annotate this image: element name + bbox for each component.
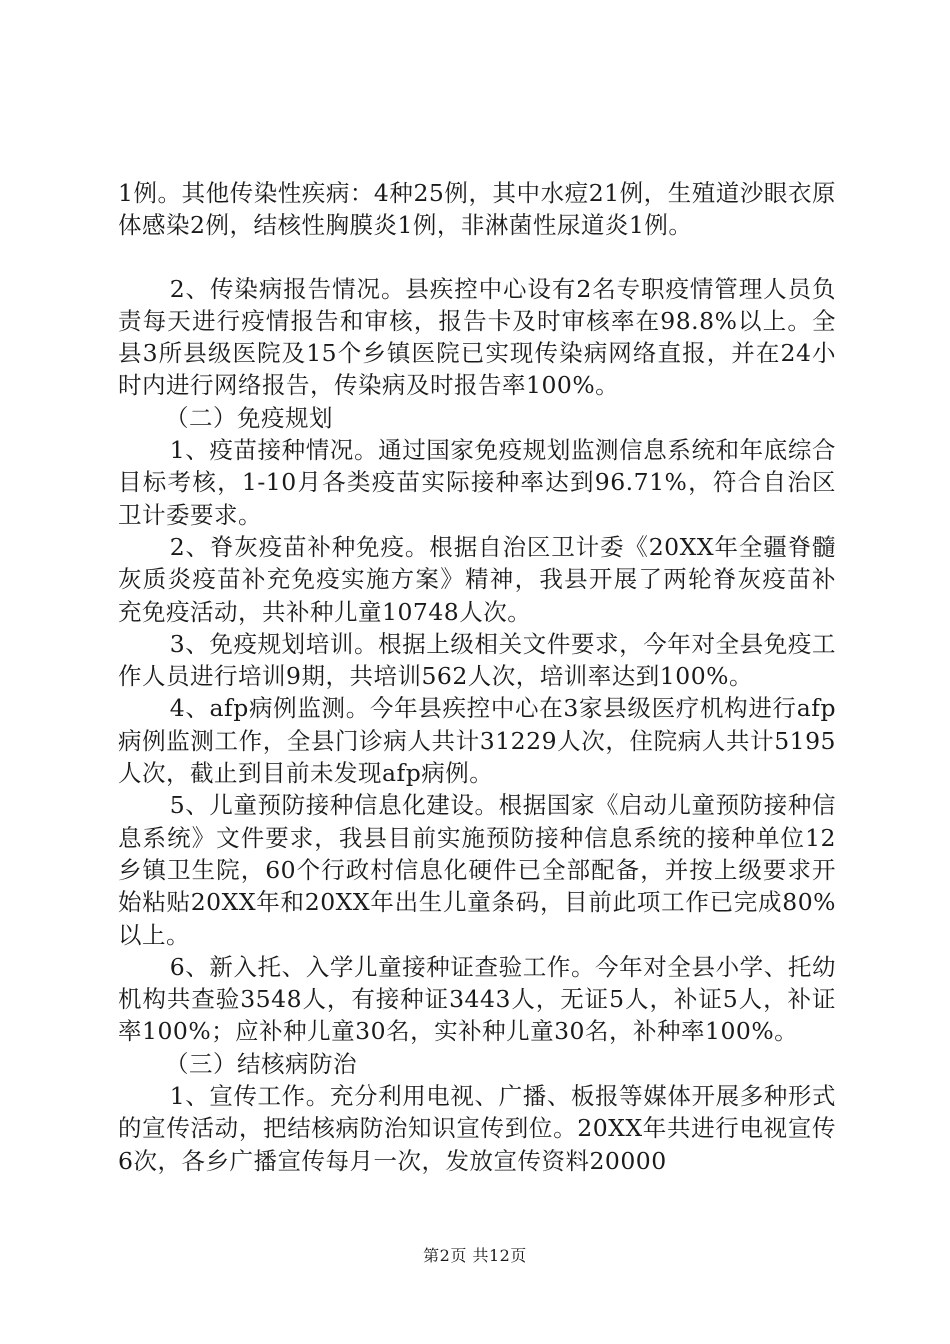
section-heading-tuberculosis: （三）结核病防治: [165, 1049, 357, 1078]
paragraph-disease-reporting: 2、传染病报告情况。县疾控中心设有2名专职疫情管理人员负责每天进行疫情报告和审核，报告卡及时审核率在98.8%以上。全县3所县级医院及15个乡镇医院已实现传染病网络直报，并在24小时内进行网络报告，传染病及时报告率100%。: [118, 274, 836, 400]
document-body: [118, 177, 836, 1177]
paragraph-vaccination-informatization: 5、儿童预防接种信息化建设。根据国家《启动儿童预防接种信息系统》文件要求，我县目前实施预防接种信息系统的接种单位12乡镇卫生院，60个行政村信息化硬件已全部配备，并按上级要求开始粘贴20XX年和20XX年出生儿童条码，目前此项工作已完成80%以上。: [118, 791, 836, 949]
paragraph-publicity-work: 1、宣传工作。充分利用电视、广播、板报等媒体开展多种形式的宣传活动，把结核病防治知识宣传到位。20XX年共进行电视宣传6次，各乡广播宣传每月一次，发放宣传资料20000: [118, 1082, 836, 1175]
paragraph-certificate-checking: 6、新入托、入学儿童接种证查验工作。今年对全县小学、托幼机构共查验3548人，有接种证3443人，无证5人，补证5人，补证率100%；应补种儿童30名，实补种儿童30名，补种率100%。: [118, 952, 836, 1046]
section-heading-immunization: （二）免疫规划: [165, 403, 333, 432]
page-number-footer: 第2页 共12页: [423, 1246, 527, 1265]
paragraph-vaccination: 1、疫苗接种情况。通过国家免疫规划监测信息系统和年底综合目标考核，1-10月各类疫苗实际接种率达到96.71%，符合自治区卫计委要求。: [118, 436, 836, 529]
paragraph-immunization-training: 3、免疫规划培训。根据上级相关文件要求，今年对全县免疫工作人员进行培训9期，共培训562人次，培训率达到100%。: [118, 629, 836, 691]
paragraph-polio-supplementary: 2、脊灰疫苗补种免疫。根据自治区卫计委《20XX年全疆脊髓灰质炎疫苗补充免疫实施方案》精神，我县开展了两轮脊灰疫苗补充免疫活动，共补种儿童10748人次。: [118, 532, 836, 626]
paragraph-continued-infectious-diseases: 1例。其他传染性疾病：4种25例，其中水痘21例，生殖道沙眼衣原体感染2例，结核性胸膜炎1例，非淋菌性尿道炎1例。: [118, 179, 836, 240]
paragraph-afp-surveillance: 4、afp病例监测。今年县疾控中心在3家县级医疗机构进行afp病例监测工作，全县门诊病人共计31229人次，住院病人共计5195人次，截止到目前未发现afp病例。: [118, 694, 836, 788]
